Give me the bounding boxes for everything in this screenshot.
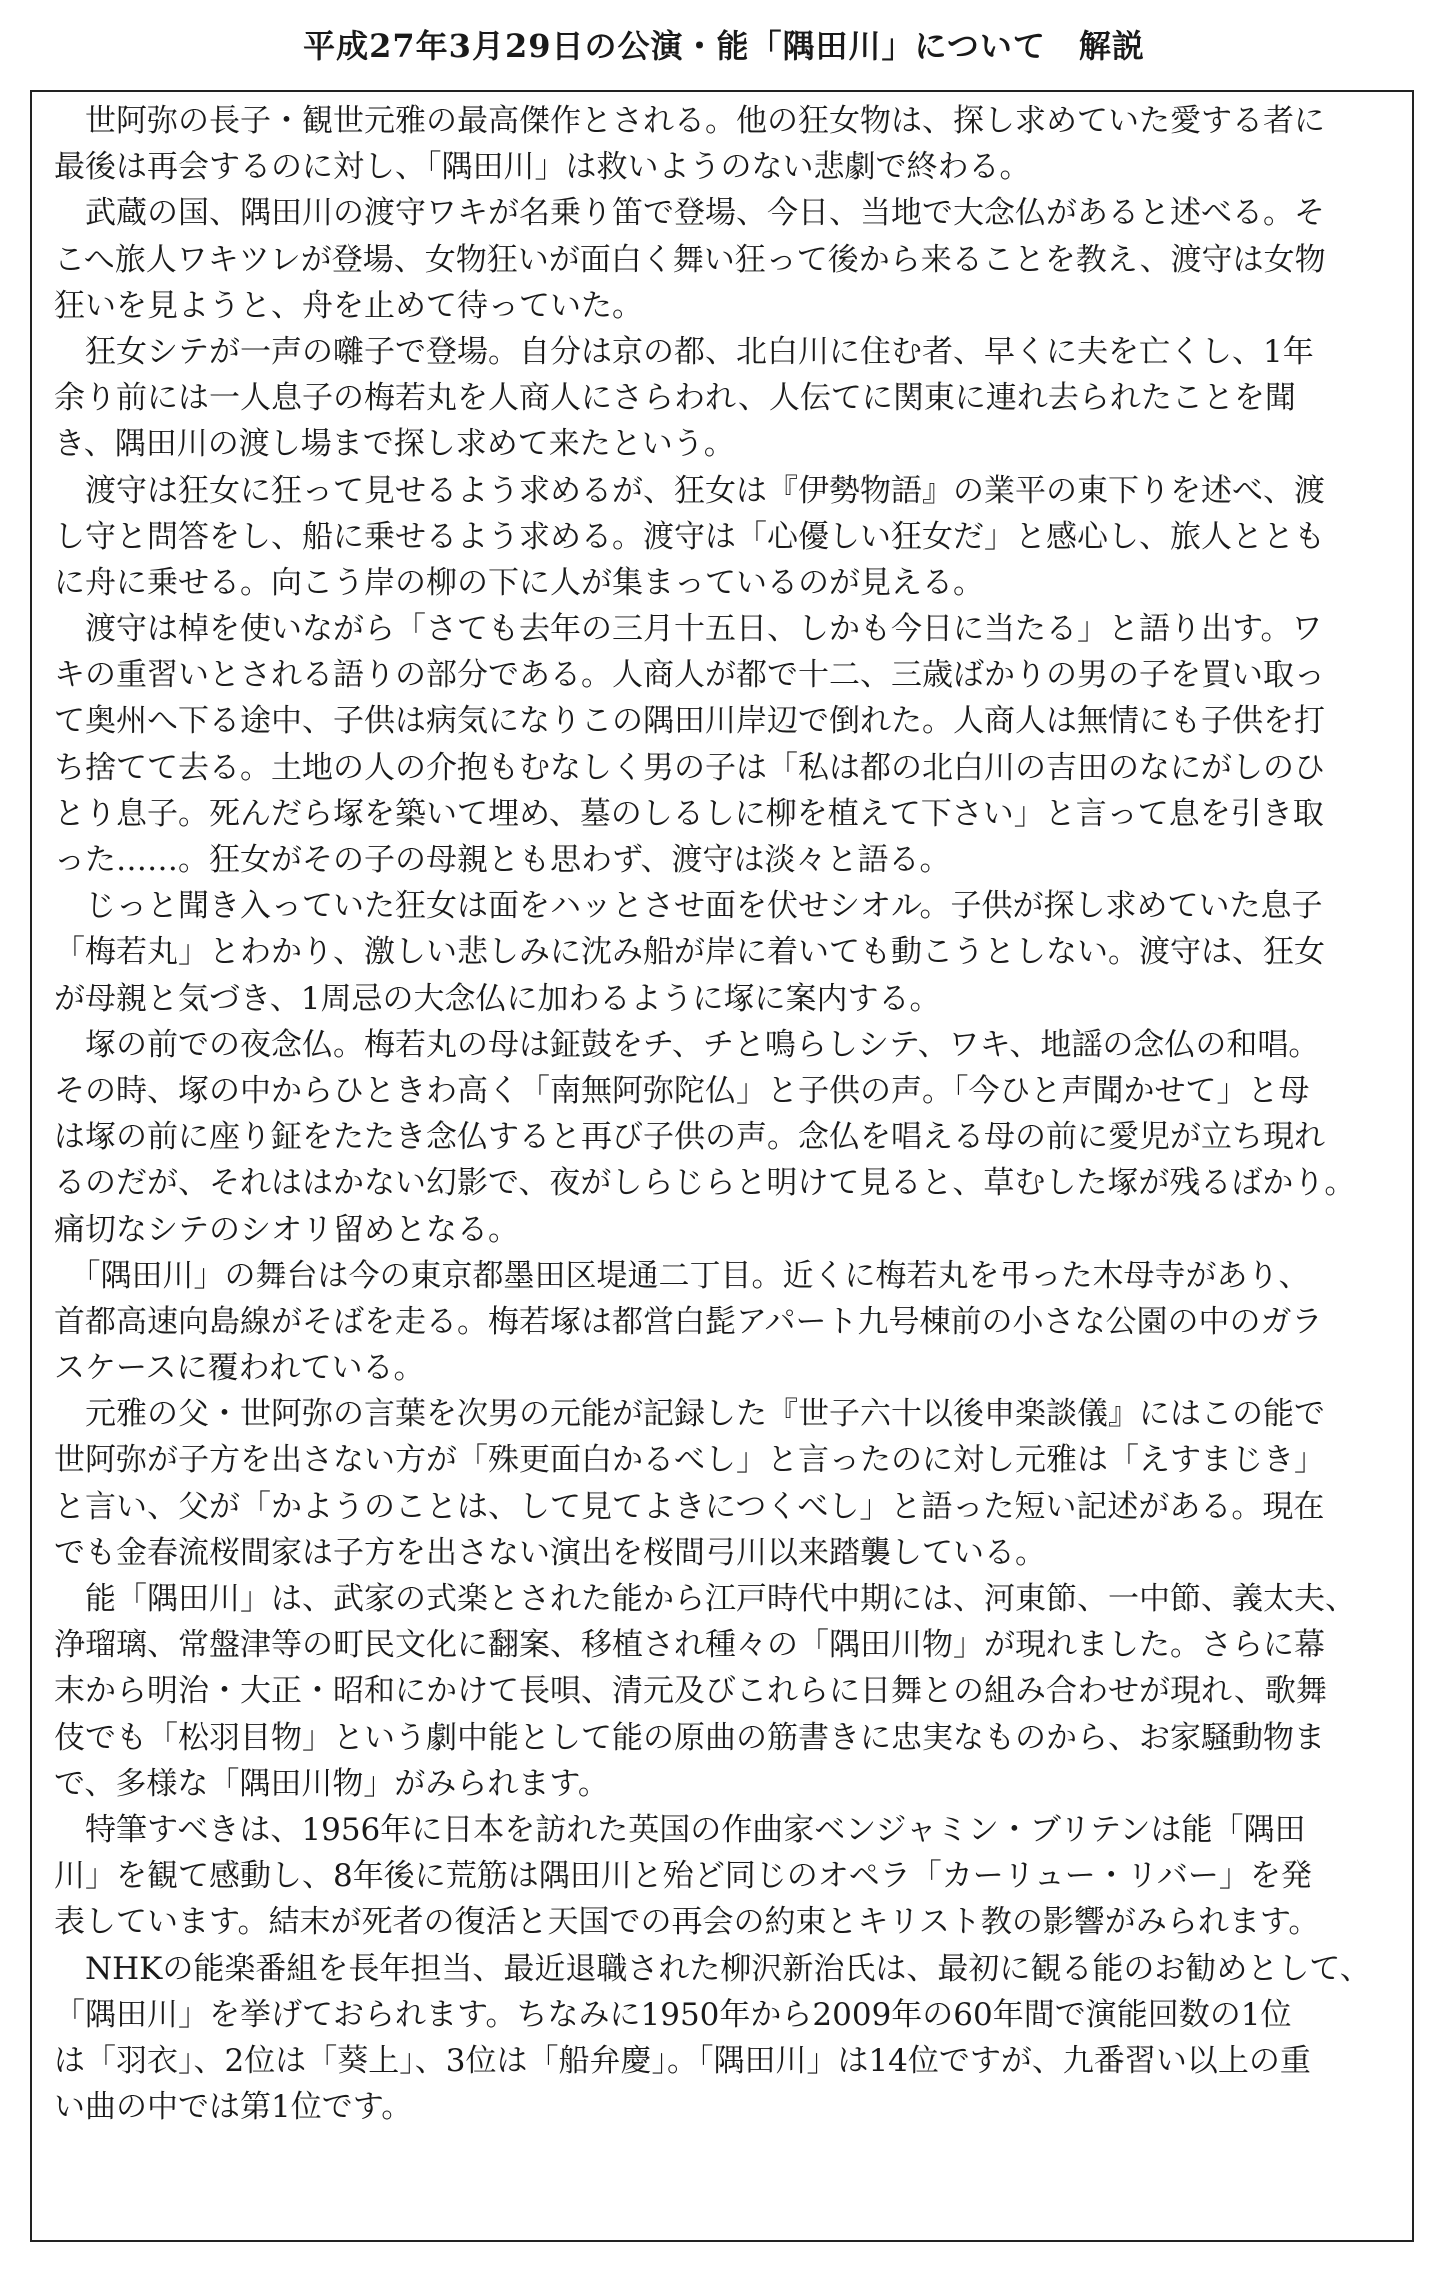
text-line: 痛切なシテのシオリ留めとなる。: [54, 1211, 519, 1248]
text-frame: [30, 90, 1414, 2242]
text-line: キの重習いとされる語りの部分である。人商人が都で十二、三歳ばかりの男の子を買い取っ: [54, 657, 1325, 694]
text-line: 余り前には一人息子の梅若丸を人商人にさらわれ、人伝てに関東に連れ去られたことを聞: [54, 380, 1296, 417]
text-line: じっと聞き入っていた狂女は面をハッとさせ面を伏せシオル。子供が探し求めていた息子: [54, 888, 1323, 925]
text-line: 「隅田川」の舞台は今の東京都墨田区堤通二丁目。近くに梅若丸を弔った木母寺があり、: [54, 1257, 1310, 1294]
text-line: 世阿弥の長子・観世元雅の最高傑作とされる。他の狂女物は、探し求めていた愛する者に: [54, 103, 1325, 139]
text-line: 特筆すべきは、1956年に日本を訪れた英国の作曲家ベンジャミン・ブリテンは能「隅田: [54, 1811, 1306, 1848]
text-line: 表しています。結末が死者の復活と天国での再会の約束とキリスト教の影響がみられます。: [54, 1904, 1320, 1941]
text-line: るのだが、それははかない幻影で、夜がしらじらと明けて見ると、草むした塚が残るばかり。: [54, 1165, 1356, 1202]
text-line: 伎でも「松羽目物」という劇中能として能の原曲の筋書きに忠実なものから、お家騒動物ま: [54, 1719, 1325, 1756]
text-line: NHKの能楽番組を長年担当、最近退職された柳沢新治氏は、最初に観る能のお勧めとして、: [54, 1950, 1371, 1987]
text-line: 渡守は棹を使いながら「さても去年の三月十五日、しかも今日に当たる」と語り出す。ワ: [54, 611, 1323, 648]
text-line: き、隅田川の渡し場まで探し求めて来たという。: [54, 426, 735, 463]
text-line: い曲の中では第1位です。: [54, 2089, 413, 2126]
text-line: 川」を観て感動し、8年後に荒筋は隅田川と殆ど同じのオペラ「カーリュー・リバー」を発: [54, 1858, 1312, 1895]
text-line: 能「隅田川」は、武家の式楽とされた能から江戸時代中期には、河東節、一中節、義太夫、: [54, 1581, 1356, 1617]
text-line: った……。狂女がその子の母親とも思わず、渡守は淡々と語る。: [54, 842, 951, 878]
text-line: 首都高速向島線がそばを走る。梅若塚は都営白髭アパート九号棟前の小さな公園の中のガラ: [54, 1303, 1323, 1340]
text-line: と言い、父が「かようのことは、して見てよきにつくべし」と語った短い記述がある。現在: [54, 1488, 1325, 1525]
text-line: て奥州へ下る途中、子供は病気になりこの隅田川岸辺で倒れた。人商人は無情にも子供を打: [54, 703, 1325, 740]
text-line: ち捨てて去る。土地の人の介抱もむなしく男の子は「私は都の北白川の吉田のなにがしのひ: [54, 749, 1325, 786]
text-line: その時、塚の中からひときわ高く「南無阿弥陀仏」と子供の声。「今ひと声聞かせて」と母: [54, 1072, 1310, 1109]
text-line: 武蔵の国、隅田川の渡守ワキが名乗り笛で登場、今日、当地で大念仏があると述べる。そ: [54, 195, 1325, 232]
text-line: スケースに覆われている。: [54, 1350, 425, 1387]
text-line: は「羽衣」、2位は「葵上」、3位は「船弁慶」。「隅田川」は14位ですが、九番習い以上の重: [54, 2042, 1311, 2079]
text-line: 世阿弥が子方を出さない方が「殊更面白かるべし」と言ったのに対し元雅は「えすまじき」: [54, 1442, 1325, 1479]
text-line: 浄瑠璃、常盤津等の町民文化に翻案、移植され種々の「隅田川物」が現れました。さらに幕: [54, 1627, 1325, 1664]
text-line: 「隅田川」を挙げておられます。ちなみに1950年から2009年の60年間で演能回数の1位: [54, 1996, 1292, 2033]
text-line: 塚の前での夜念仏。梅若丸の母は鉦鼓をチ、チと鳴らしシテ、ワキ、地謡の念仏の和唱。: [54, 1026, 1320, 1063]
text-line: で、多様な「隅田川物」がみられます。: [54, 1765, 609, 1802]
text-line: し守と問答をし、船に乗せるよう求める。渡守は「心優しい狂女だ」と感心し、旅人ととも: [54, 518, 1325, 555]
text-line: こへ旅人ワキツレが登場、女物狂いが面白く舞い狂って後から来ることを教え、渡守は女物: [54, 241, 1326, 278]
text-line: が母親と気づき、1周忌の大念仏に加わるように塚に案内する。: [54, 980, 941, 1017]
text-line: に舟に乗せる。向こう岸の柳の下に人が集まっているのが見える。: [54, 564, 984, 601]
text-line: 渡守は狂女に狂って見せるよう求めるが、狂女は『伊勢物語』の業平の東下りを述べ、渡: [54, 472, 1325, 509]
text-line: 最後は再会するのに対し、「隅田川」は救いようのない悲劇で終わる。: [54, 149, 1031, 186]
text-line: 元雅の父・世阿弥の言葉を次男の元能が記録した『世子六十以後申楽談儀』にはこの能で: [54, 1396, 1325, 1433]
text-line: とり息子。死んだら塚を築いて埋め、墓のしるしに柳を植えて下さい」と言って息を引き取: [54, 795, 1324, 832]
text-line: でも金春流桜間家は子方を出さない演出を桜間弓川以来踏襲している。: [54, 1534, 1046, 1571]
text-line: 「梅若丸」とわかり、激しい悲しみに沈み船が岸に着いても動こうとしない。渡守は、狂女: [54, 934, 1325, 971]
text-line: 狂いを見ようと、舟を止めて待っていた。: [54, 287, 643, 324]
text-line: 末から明治・大正・昭和にかけて長唄、清元及びこれらに日舞との組み合わせが現れ、歌舞: [54, 1673, 1327, 1710]
text-line: 狂女シテが一声の囃子で登場。自分は京の都、北白川に住む者、早くに夫を亡くし、1年: [54, 333, 1314, 370]
text-line: は塚の前に座り鉦をたたき念仏すると再び子供の声。念仏を唱える母の前に愛児が立ち現れ: [54, 1119, 1325, 1156]
document-title: 平成27年3月29日の公演・能「隅田川」について 解説: [303, 27, 1145, 65]
